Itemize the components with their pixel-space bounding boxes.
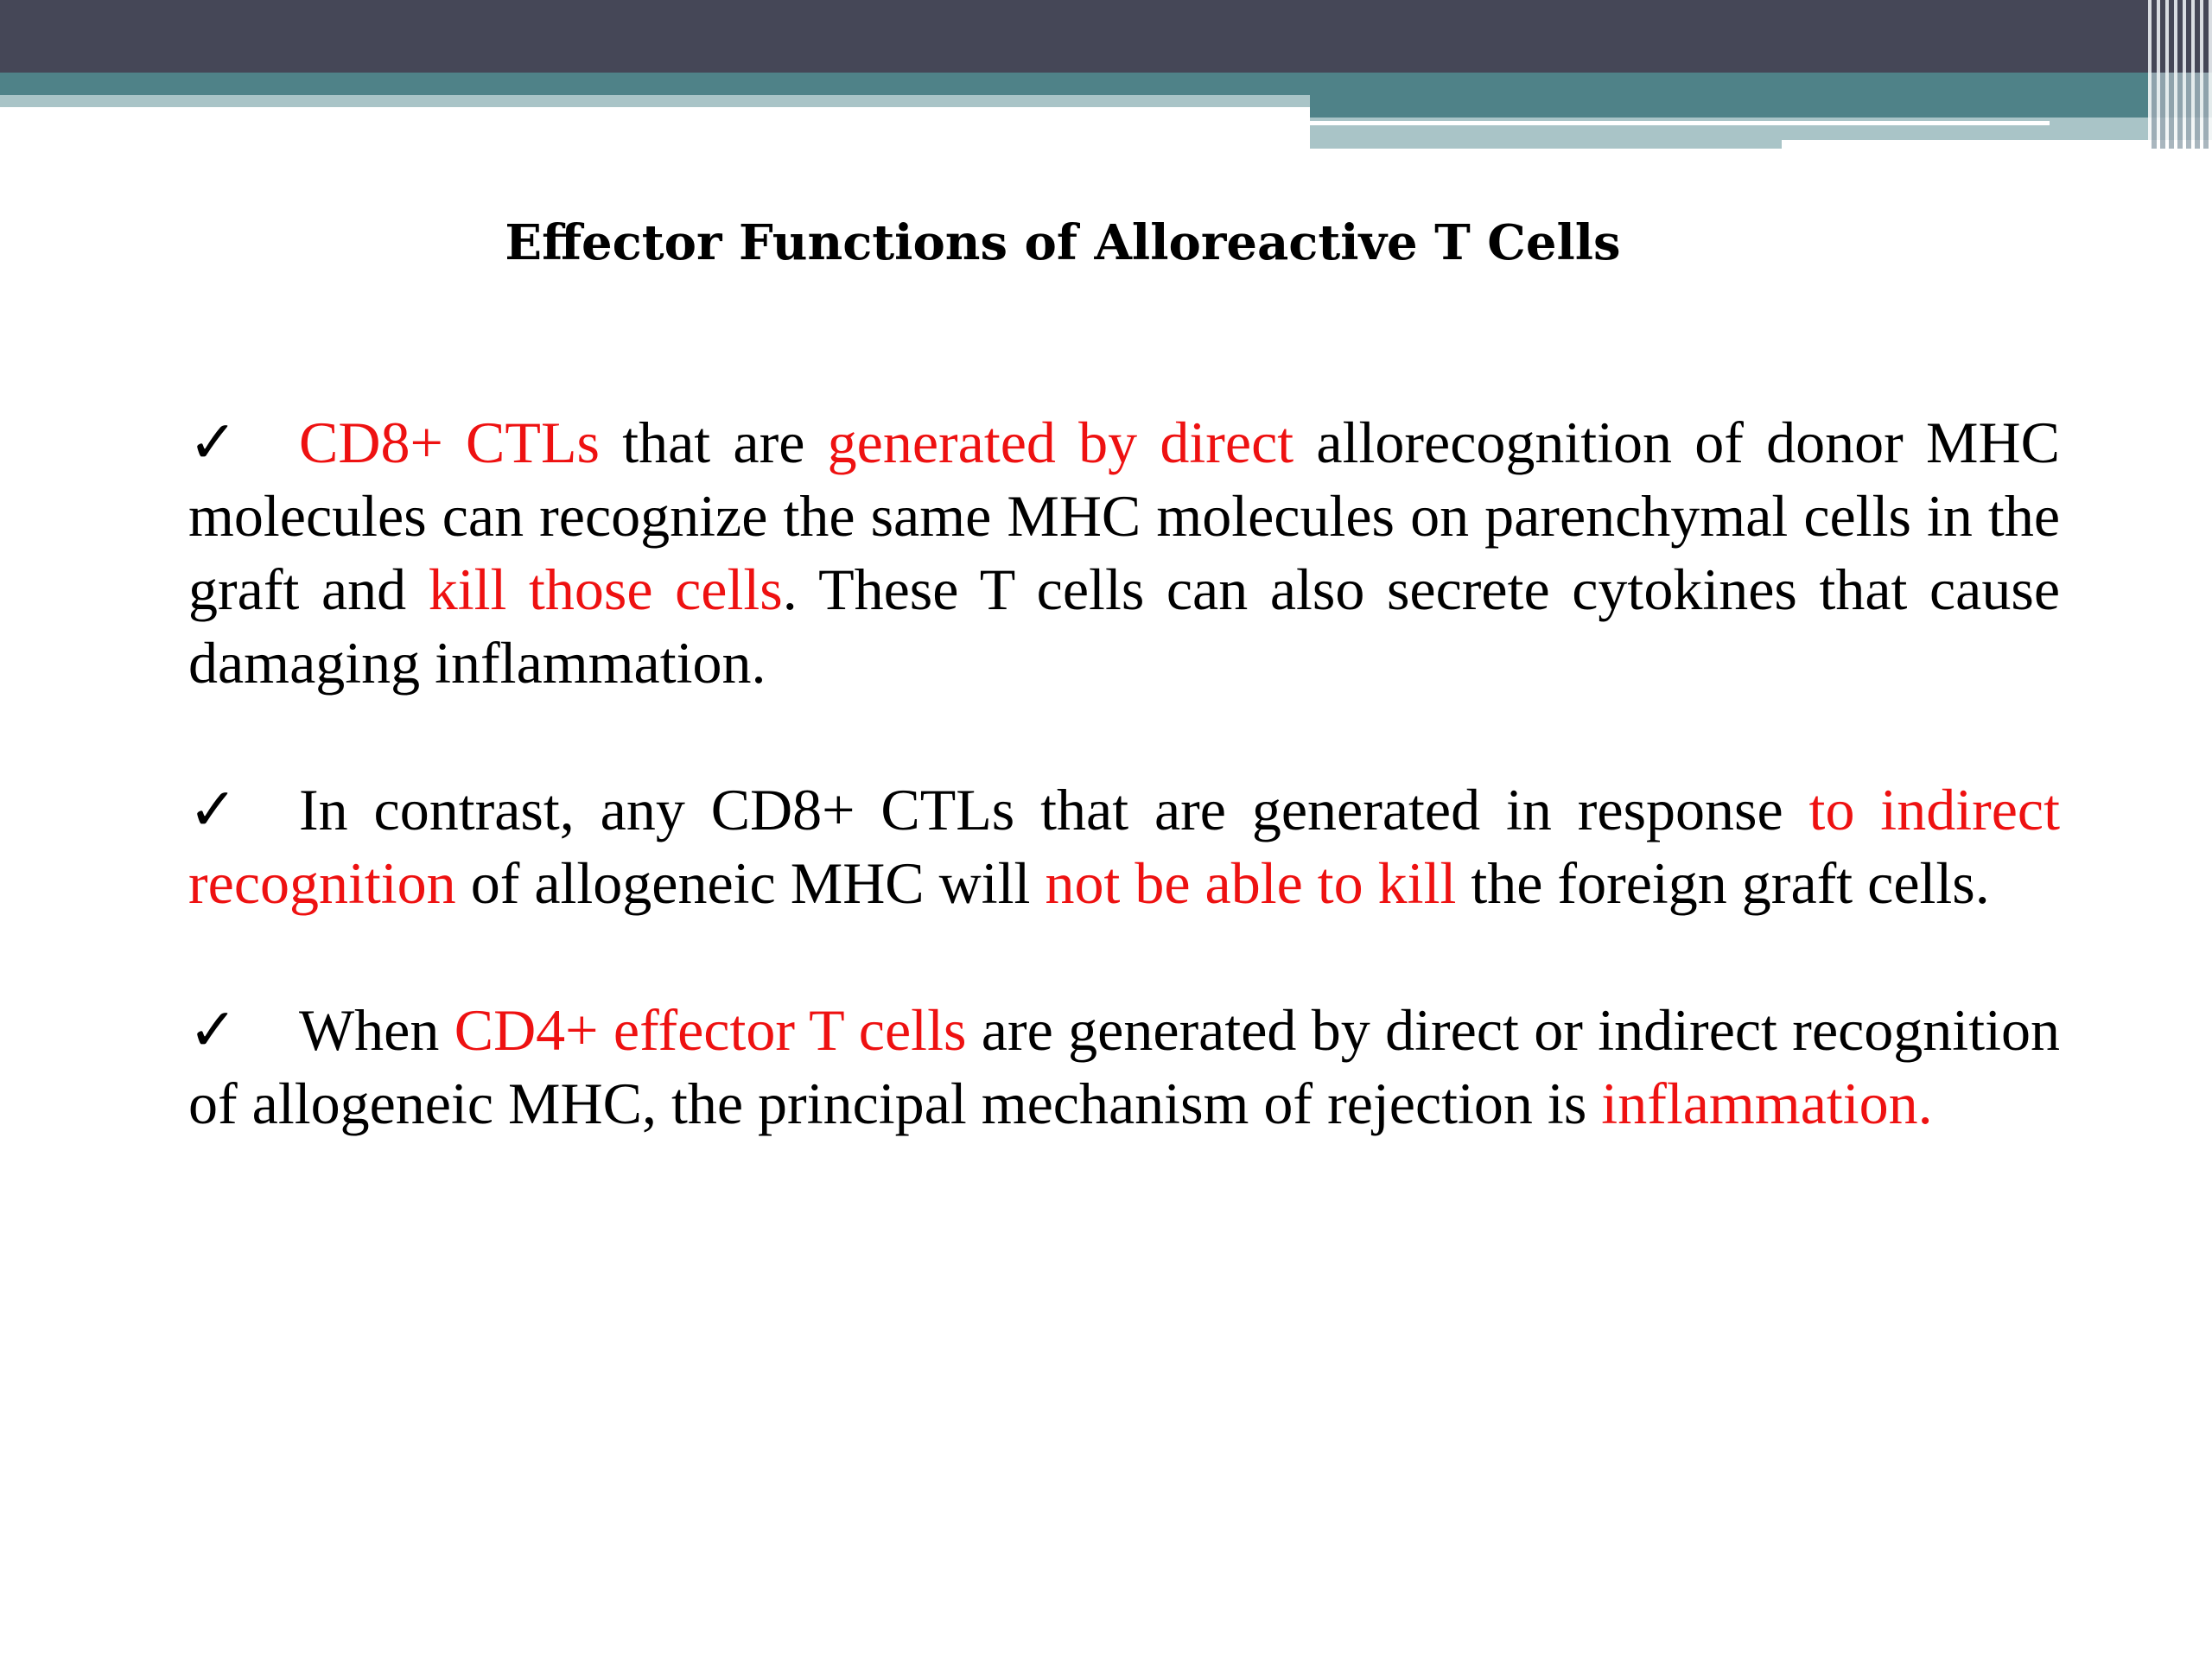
body-text: of allogeneic MHC will — [455, 850, 1046, 916]
header-bar-teal — [0, 73, 2212, 95]
header-bar-teal-right — [1310, 95, 2212, 118]
body-text: the foreign graft cells. — [1456, 850, 1990, 916]
check-icon: ✓ — [188, 997, 238, 1063]
slide-title: Effector Functions of Alloreactive T Cells — [505, 214, 1621, 271]
header-white-line — [1310, 121, 2050, 125]
header-bar-light-extra — [1310, 140, 1782, 149]
header-bar-dark — [0, 0, 2212, 73]
body-text: allorecognition of donor MHC molecules can recognize the same MHC molecules on parenchymal cells in the graft and — [188, 410, 2060, 622]
body-text: are generated by direct or indirect recognition of allogeneic MHC, the principal mechanism of rejection is — [188, 997, 2060, 1136]
highlighted-text: CD8+ CTLs — [299, 410, 600, 475]
bullet-item — [188, 406, 2060, 700]
bullet-item — [188, 994, 2060, 1141]
body-text: When — [299, 997, 454, 1063]
highlighted-text: to indirect recognition — [188, 777, 2060, 916]
body-text: that are — [599, 410, 828, 475]
body-text: . These T cells can also secrete cytokines that cause damaging inflammation. — [188, 556, 2061, 696]
check-icon: ✓ — [188, 410, 238, 475]
highlighted-text: generated by direct — [827, 410, 1294, 475]
highlighted-text: CD4+ effector T cells — [454, 997, 967, 1063]
highlighted-text: kill those cells — [428, 556, 783, 622]
header-bar-light-left — [0, 95, 1310, 107]
highlighted-text: not be able to kill — [1045, 850, 1457, 916]
bullet-list — [188, 406, 2060, 1214]
bullet-item — [188, 773, 2060, 920]
body-text: In contrast, any CD8+ CTLs that are generated in response — [299, 777, 1809, 842]
header-stripes-dark — [2148, 0, 2212, 73]
highlighted-text: inflammation. — [1601, 1071, 1933, 1136]
check-icon: ✓ — [188, 777, 238, 842]
